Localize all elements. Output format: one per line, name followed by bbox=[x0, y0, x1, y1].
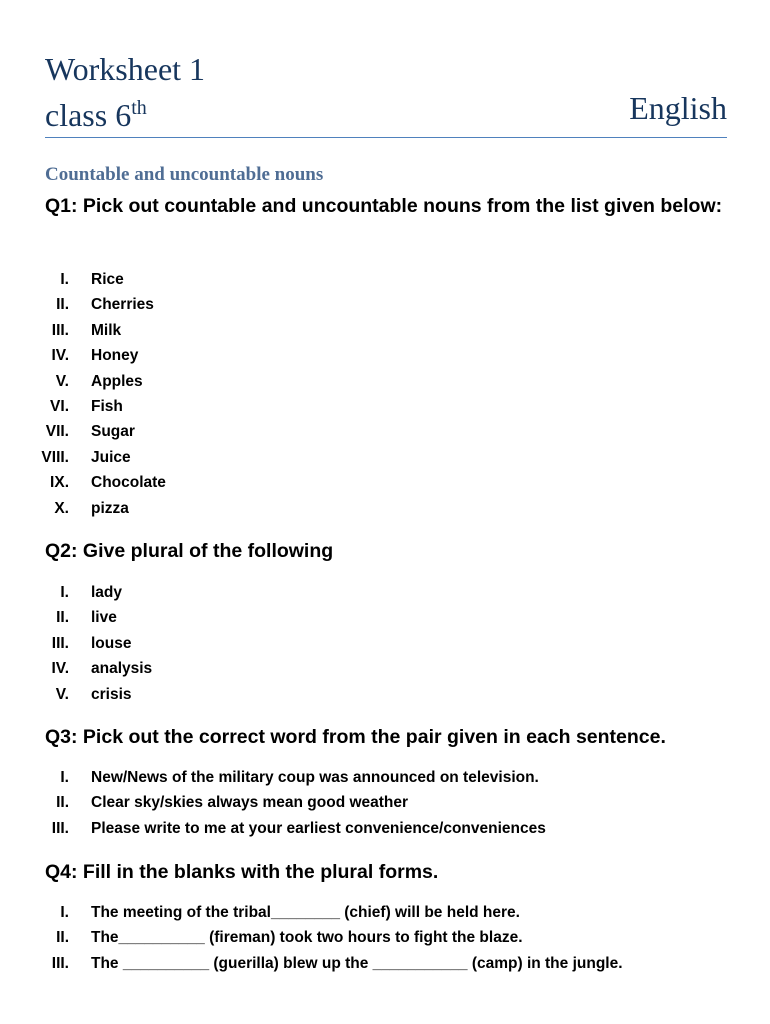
question-2-list bbox=[0, 580, 152, 707]
question-1: Q1: Pick out countable and uncountable nouns from the list given below: bbox=[45, 195, 723, 217]
class-subject-line bbox=[45, 88, 727, 135]
class-label: class 6th bbox=[45, 97, 147, 133]
question-3: Q3: Pick out the correct word from the pair given in each sentence. bbox=[45, 726, 666, 748]
list-item: II. Clear sky/skies always mean good weather bbox=[56, 794, 409, 812]
list-item: I. The meeting of the tribal________ (chief) will be held here. bbox=[60, 904, 520, 921]
class-suffix: th bbox=[131, 97, 147, 119]
list-item: I. lady bbox=[60, 584, 123, 601]
list-item: IV. analysis bbox=[51, 660, 153, 678]
list-item: IX. Chocolate bbox=[50, 474, 166, 492]
list-item: II. live bbox=[56, 609, 117, 627]
list-item: III. Please write to me at your earliest convenience/conveniences bbox=[51, 819, 546, 837]
list-item: III. Milk bbox=[51, 321, 122, 339]
list-item: II. Cherries bbox=[56, 296, 154, 314]
list-item: III. The __________ (guerilla) blew up the ___________ (camp) in the jungle. bbox=[51, 954, 623, 972]
worksheet-header bbox=[45, 50, 727, 138]
question-4-list bbox=[0, 900, 623, 976]
list-item: II. The__________ (fireman) took two hours to fight the blaze. bbox=[56, 929, 523, 947]
question-4: Q4: Fill in the blanks with the plural forms. bbox=[45, 861, 439, 883]
list-item: I. New/News of the military coup was announced on television. bbox=[60, 769, 539, 786]
list-item: III. louse bbox=[51, 634, 132, 652]
subject-label: English bbox=[629, 90, 727, 126]
list-item: VIII. Juice bbox=[41, 448, 131, 466]
list-item: V. crisis bbox=[55, 685, 132, 703]
question-3-list bbox=[0, 765, 546, 841]
list-item: VI. Fish bbox=[50, 397, 123, 415]
list-item: VII. Sugar bbox=[45, 423, 135, 441]
list-item: IV. Honey bbox=[51, 347, 139, 365]
list-item: X. pizza bbox=[54, 499, 129, 517]
section-subheading: Countable and uncountable nouns bbox=[45, 164, 324, 185]
worksheet-title: Worksheet 1 bbox=[45, 51, 206, 87]
question-1-list bbox=[0, 267, 166, 521]
list-item: I. Rice bbox=[60, 271, 124, 288]
list-item: V. Apples bbox=[55, 372, 143, 390]
question-2: Q2: Give plural of the following bbox=[45, 540, 334, 562]
